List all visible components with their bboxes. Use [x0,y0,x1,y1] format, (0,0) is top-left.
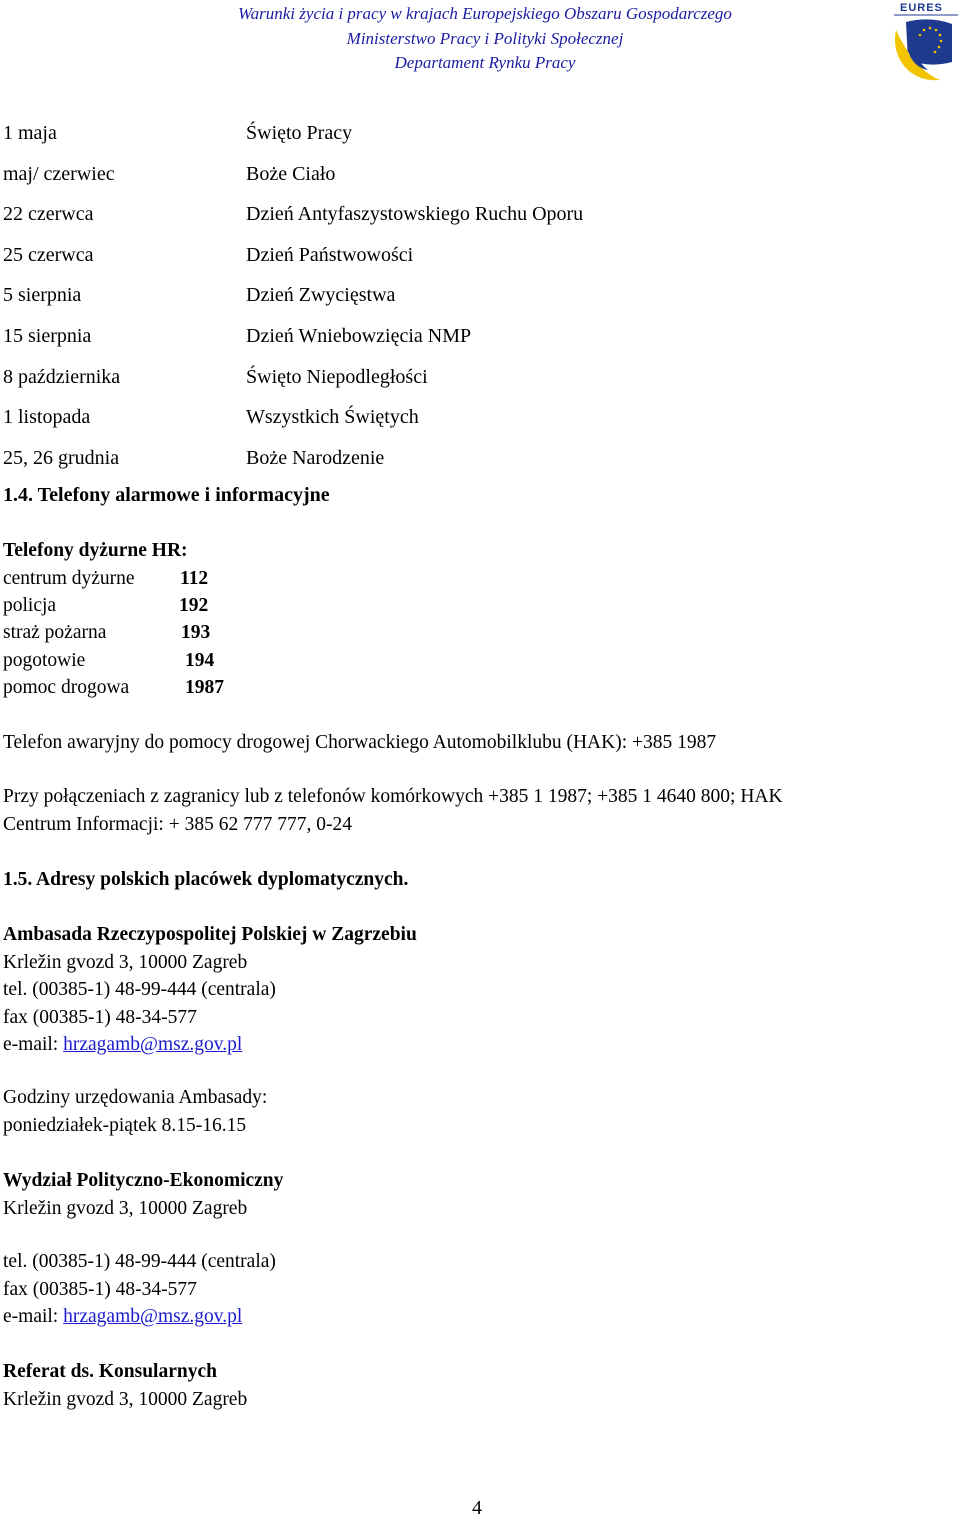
phones-title: Telefony dyżurne HR: [3,540,188,561]
section-title: Telefony alarmowe i informacyjne [37,484,330,506]
phone-label: centrum dyżurne [3,567,135,589]
embassy-email-row [3,1031,417,1059]
embassy-block [3,921,417,1059]
embassy-email-link[interactable]: hrzagamb@msz.gov.pl [63,1034,243,1055]
hours-value: poniedziałek-piątek 8.15-16.15 [3,1114,247,1136]
section-number: 1.4. [3,484,33,506]
abroad-info [3,783,783,838]
phone-row [3,677,224,704]
section-1-5-heading: 1.5. Adresy polskich placówek dyplomatycznych. [3,869,409,890]
political-dept-tel: tel. (00385-1) 48-99-444 (centrala) [3,1251,276,1272]
phone-label: pogotowie [3,649,86,671]
phone-row [3,649,215,677]
consular-block [3,1358,247,1413]
phone-row [3,594,209,622]
document-header [190,2,780,76]
abroad-line-1: Przy połączeniach z zagranicy lub z telefonów komórkowych +385 1 1987; +385 1 4640 800; HAK [3,786,783,807]
phone-label: pomoc drogowa [3,677,130,699]
holiday-date: 22 czerwca [3,203,94,226]
section-1-4-heading [3,484,330,507]
holiday-date: 1 maja [3,122,57,144]
email-label: e-mail: [3,1034,64,1055]
holiday-name: Święto Pracy [246,122,353,144]
political-dept-block [3,1167,283,1222]
phone-row [3,567,209,595]
political-dept-contacts [3,1248,276,1331]
header-line-3: Departament Rynku Pracy [394,53,576,72]
header-line-2: Ministerstwo Pracy i Polityki Społecznej [346,28,624,48]
phone-label: straż pożarna [3,622,107,644]
header-line-1: Warunki życia i pracy w krajach Europejskiego Obszaru Gospodarczego [238,4,732,23]
emergency-line: Telefon awaryjny do pomocy drogowej Chorwackiego Automobilklubu (HAK): +385 1987 [3,732,717,753]
phone-label: policja [3,594,57,616]
page-number: 4 [472,1497,482,1519]
emergency-phones [3,540,224,704]
holiday-date: 1 listopada [3,406,91,429]
phone-number: 193 [181,622,211,644]
holiday-date: 25 czerwca [3,243,94,266]
phone-number: 112 [180,567,209,589]
embassy-name: Ambasada Rzeczypospolitej Polskiej w Zagrzebiu [3,924,417,945]
political-dept-email-link[interactable]: hrzagamb@msz.gov.pl [63,1306,243,1327]
embassy-fax: fax (00385-1) 48-34-577 [3,1006,197,1028]
embassy-tel: tel. (00385-1) 48-99-444 (centrala) [3,979,276,1000]
holiday-name: Dzień Zwycięstwa [246,284,396,307]
holiday-name: Dzień Państwowości [246,243,414,266]
phone-number: 1987 [185,677,224,699]
holiday-name: Dzień Antyfaszystowskiego Ruchu Oporu [246,203,584,226]
holiday-date: maj/ czerwiec [3,162,115,185]
political-dept-address: Krležin gvozd 3, 10000 Zagreb [3,1197,248,1219]
political-dept-email-row [3,1303,276,1331]
embassy-address: Krležin gvozd 3, 10000 Zagreb [3,951,248,973]
holiday-name: Dzień Wniebowzięcia NMP [246,324,472,347]
phone-number: 194 [185,649,215,671]
phone-row [3,622,211,649]
holiday-name: Święto Niepodległości [246,365,428,388]
abroad-line-2: Centrum Informacji: + 385 62 777 777, 0-24 [3,813,352,835]
embassy-hours [3,1084,267,1139]
eures-logo-text: EURES [900,2,943,14]
phone-number: 192 [179,594,209,616]
eures-logo [886,0,960,92]
hours-label: Godziny urzędowania Ambasady: [3,1087,268,1108]
political-dept-name: Wydział Polityczno-Ekonomiczny [3,1170,284,1191]
political-dept-fax: fax (00385-1) 48-34-577 [3,1278,197,1300]
holiday-name: Wszystkich Świętych [246,406,419,429]
holiday-date: 25, 26 grudnia [3,446,120,469]
holiday-date: 5 sierpnia [3,284,82,307]
consular-address: Krležin gvozd 3, 10000 Zagreb [3,1388,248,1410]
holiday-name: Boże Ciało [246,162,336,185]
holiday-name: Boże Narodzenie [246,446,385,469]
email-label: e-mail: [3,1306,64,1327]
holiday-date: 8 października [3,365,121,388]
consular-name: Referat ds. Konsularnych [3,1361,217,1382]
holiday-date: 15 sierpnia [3,324,92,347]
